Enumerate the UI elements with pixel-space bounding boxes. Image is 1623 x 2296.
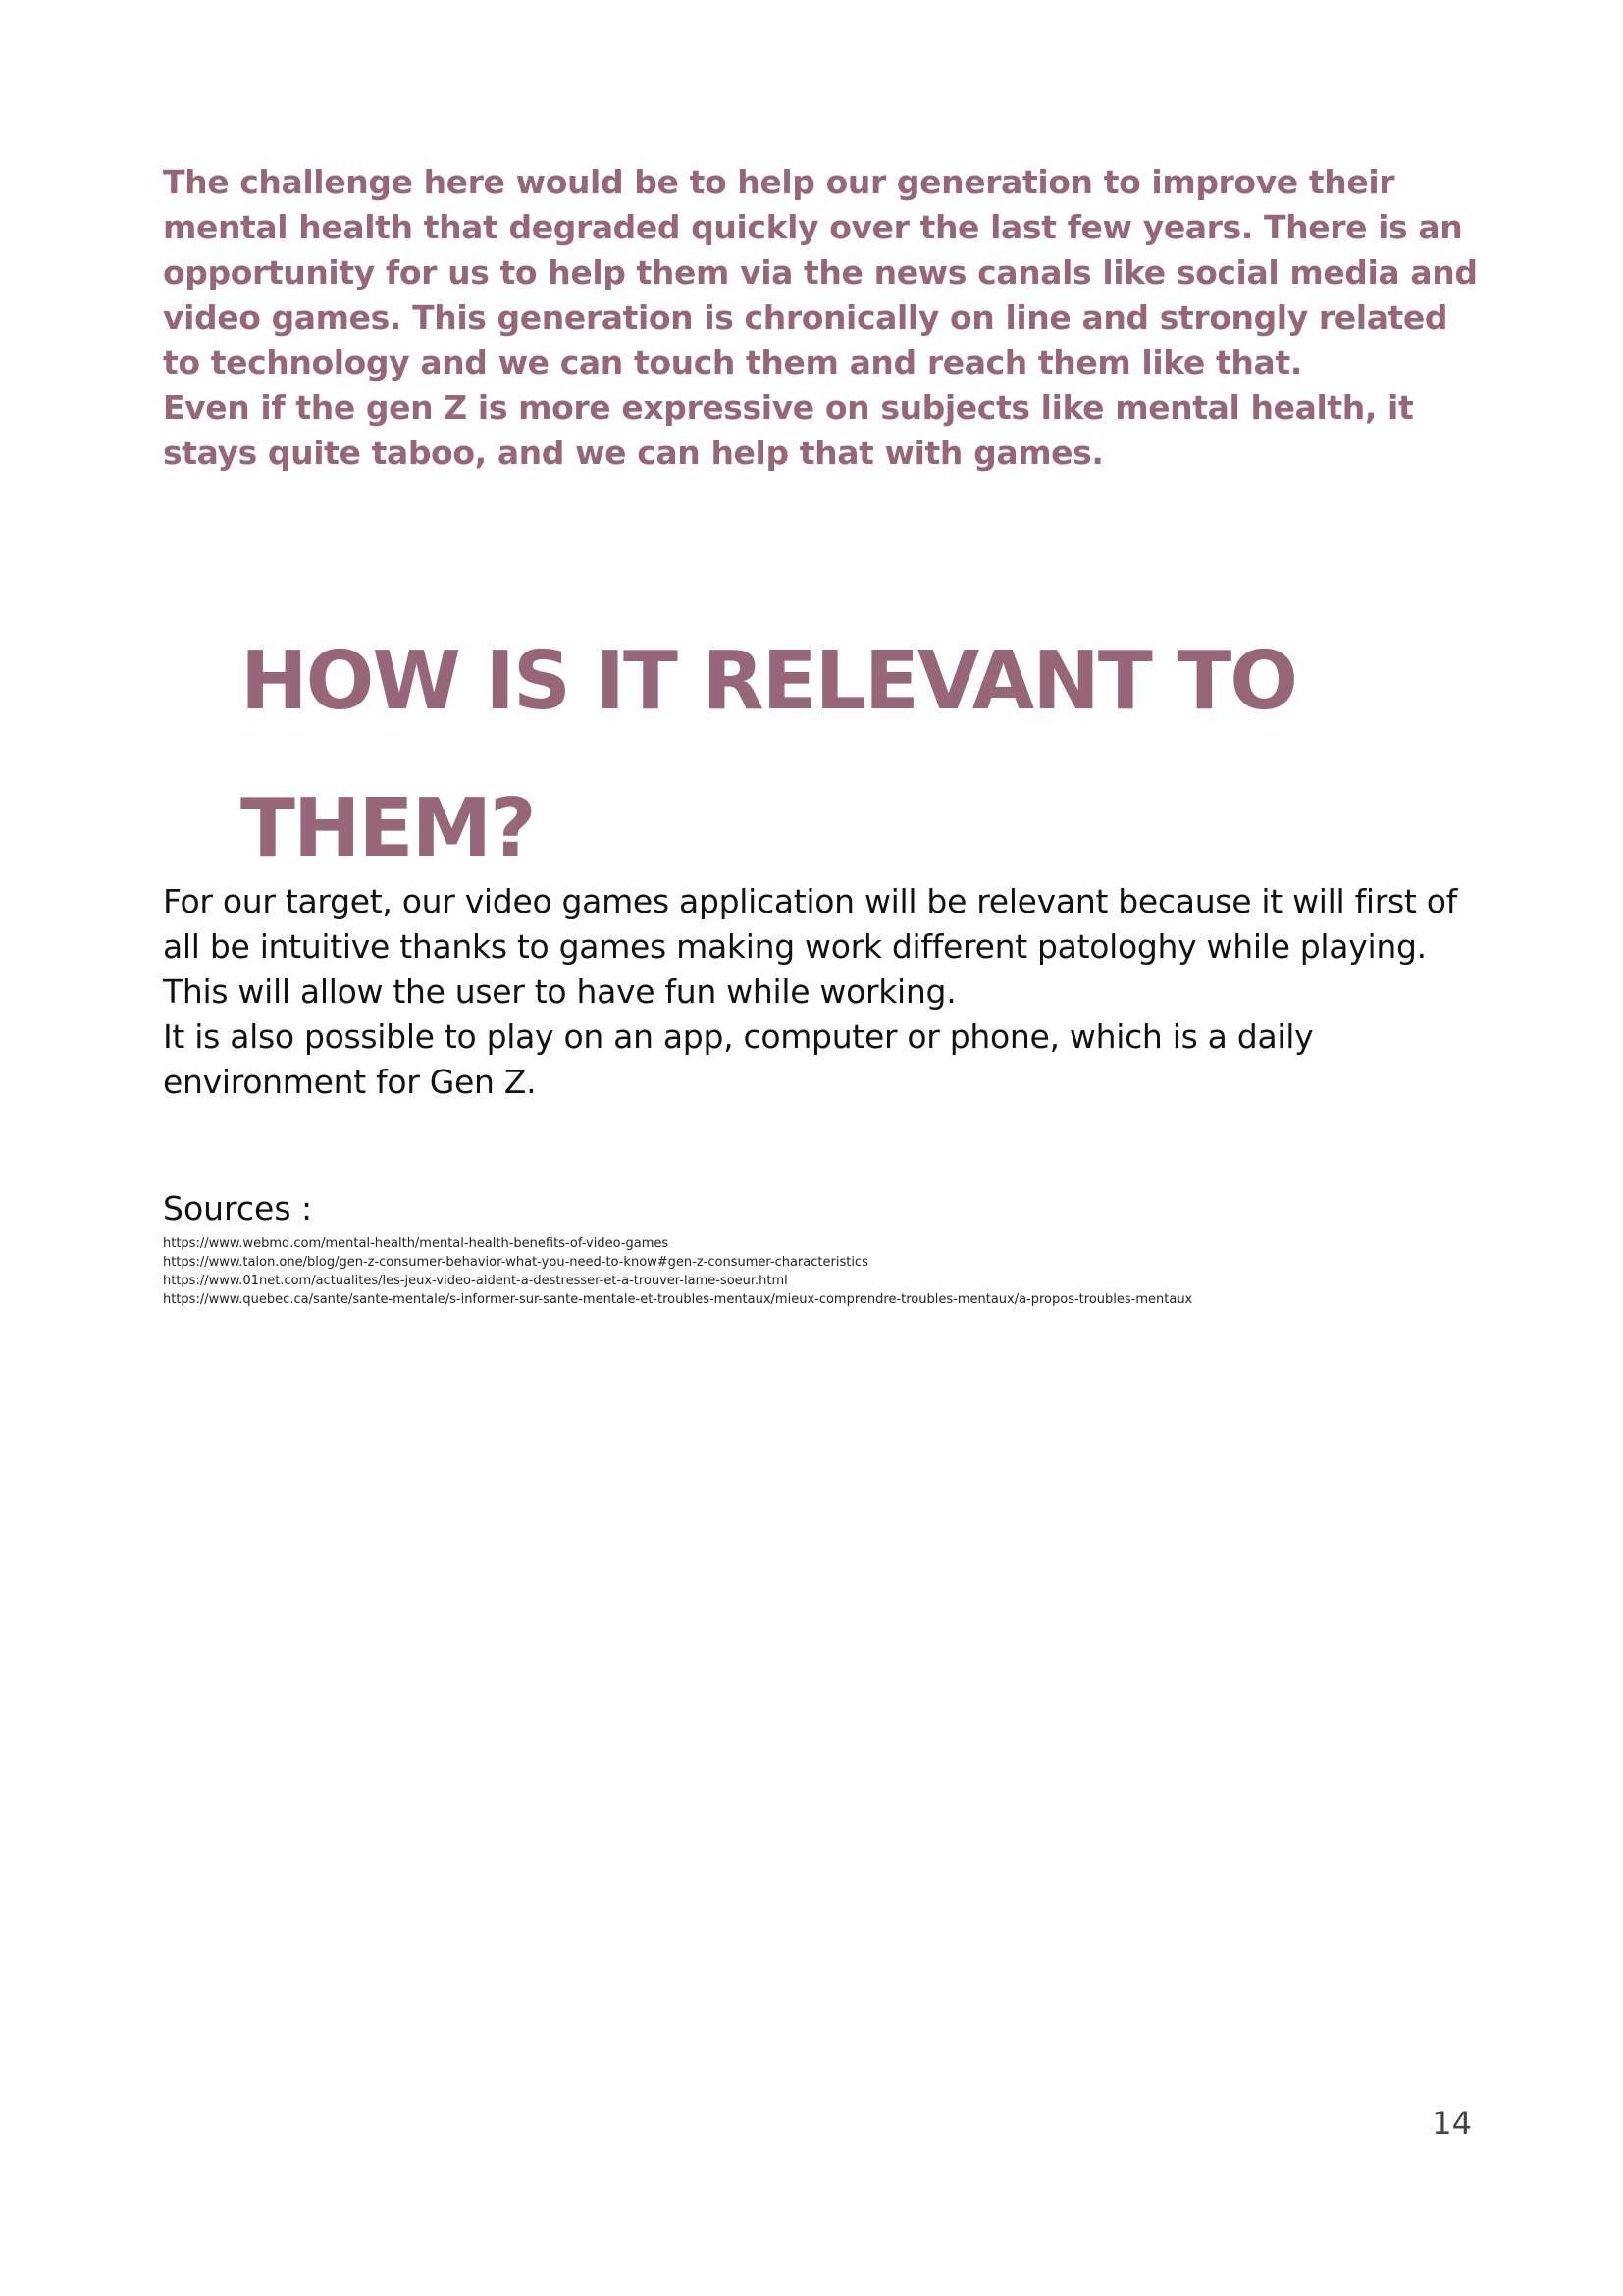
body-paragraph: For our target, our video games application will be relevant because it will first of all be intuitive thanks to games making work different patologhy while playing. This will allow the user to have fun while working. — [163, 882, 1457, 1011]
body-section — [163, 879, 1478, 1105]
heading-line: HOW IS IT RELEVANT TO — [240, 635, 1296, 728]
source-list — [163, 1234, 1478, 1309]
source-link[interactable]: https://www.01net.com/actualites/les-jeux-video-aident-a-destresser-et-a-trouver-lame-soeur.html — [163, 1274, 788, 1288]
sources-label: Sources : — [163, 1189, 313, 1227]
body-paragraph: It is also possible to play on an app, computer or phone, which is a daily environment for Gen Z. — [163, 1018, 1314, 1101]
intro-section — [163, 160, 1478, 476]
source-link[interactable]: https://www.talon.one/blog/gen-z-consumer-behavior-what-you-need-to-know#gen-z-consumer-characteristics — [163, 1255, 868, 1270]
intro-paragraph: The challenge here would be to help our generation to improve their mental health that degraded quickly over the last few years. There is an opportunity for us to help them via the news canals like social media and video games. This generation is chronically on line and strongly related to technology and we can touch them and reach them like that. — [163, 163, 1478, 382]
intro-paragraph: Even if the gen Z is more expressive on subjects like mental health, it stays quite taboo, and we can help that with games. — [163, 389, 1414, 472]
page-number: 14 — [1432, 2105, 1472, 2142]
sources-section — [163, 1187, 1478, 1309]
section-heading — [240, 608, 1477, 903]
source-link[interactable]: https://www.quebec.ca/sante/sante-mentale/s-informer-sur-sante-mentale-et-troubles-mentaux/mieux-comprendre-troubles-mentaux/a-propos-troubles-mentaux — [163, 1292, 1193, 1307]
heading-line: THEM? — [240, 782, 535, 875]
source-link[interactable]: https://www.webmd.com/mental-health/mental-health-benefits-of-video-games — [163, 1236, 669, 1251]
